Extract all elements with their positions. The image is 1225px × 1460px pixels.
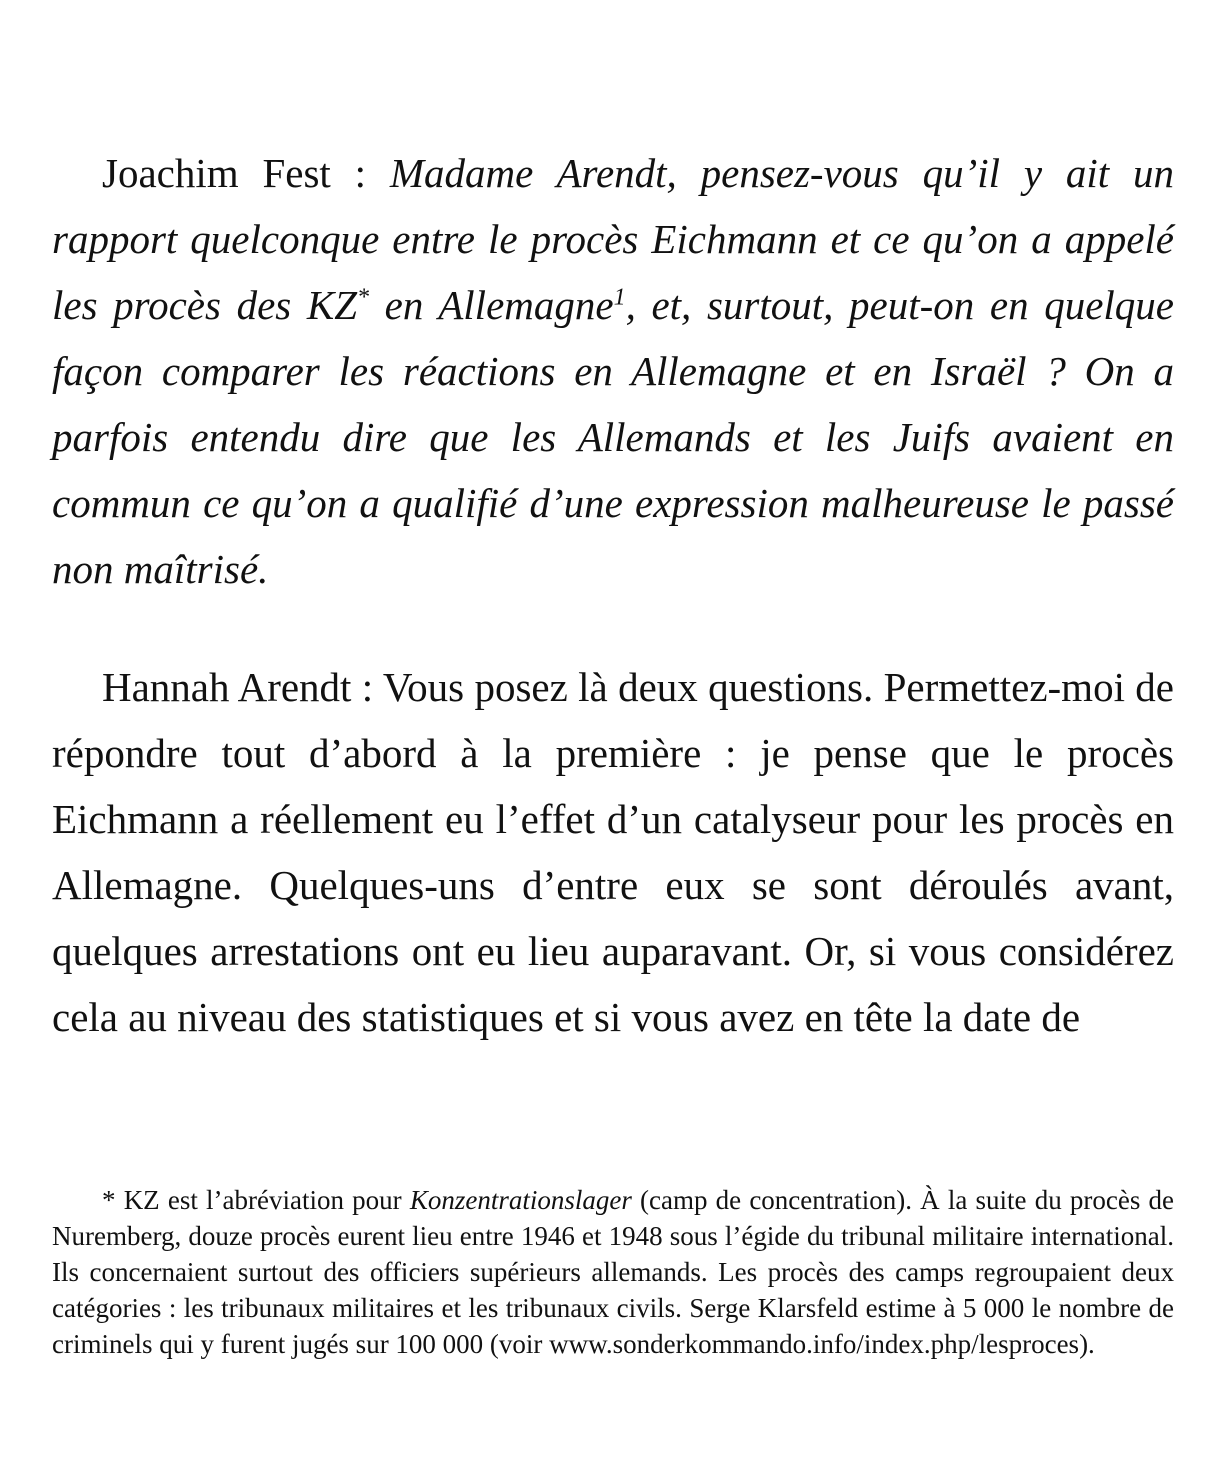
question-text-part3: , et, surtout, peut-on en quelque façon comparer les réactions en Allemagne et en Israël ? On a parfois entendu dire que les Allemands et les Juifs avaient en commun ce qu’on a qualifié d’une expression malheureuse le passé non maîtrisé. [52, 282, 1175, 592]
page-body [52, 140, 1174, 1050]
question-text-part1: Madame Arendt, pensez-vous qu’il y ait un rapport quelconque entre le procès Eichmann et ce qu’on a appelé les procès des KZ [52, 150, 1174, 328]
question-speaker: Joachim Fest [102, 150, 331, 196]
question-separator: : [330, 150, 390, 196]
answer-separator: : [351, 664, 383, 710]
footnote-marker: * [102, 1185, 124, 1215]
answer-text: Vous posez là deux questions. Permettez-moi de répondre tout d’abord à la première : je pense que le procès Eichmann a réellement eu l’effet d’un catalyseur pour les procès en Allemagne. Quelques-uns d’entre eux se sont déroulés avant, quelques arrestations ont eu lieu auparavant. Or, si vous considérez cela au niveau des statistiques et si vous avez en tête la date de [52, 664, 1175, 1040]
endnote-ref: 1 [613, 284, 626, 311]
footnote-text-after: (camp de concentration). À la suite du procès de Nuremberg, douze procès eurent lieu entre 1946 et 1948 sous l’égide du tribunal militaire international. Ils concernaient surtout des officiers supérieurs allemands. Les procès des camps regroupaient deux catégories : les tribunaux militaires et les tribunaux civils. Serge Klarsfeld estime à 5 000 le nombre de criminels qui y furent jugés sur 100 000 (voir www.sonderkommando.info/index.php/lesproces). [52, 1185, 1175, 1359]
answer-paragraph [52, 654, 1174, 1050]
answer-speaker: Hannah Arendt [102, 664, 352, 710]
footnote-text-before: KZ est l’abréviation pour [123, 1185, 410, 1215]
question-text-part2: en Allemagne [369, 282, 614, 328]
footnote-term: Konzentrationslager [409, 1185, 632, 1215]
footnote [52, 1182, 1174, 1362]
question-paragraph [52, 140, 1174, 602]
question-text [52, 150, 1174, 592]
footnote-star-ref: * [357, 284, 370, 311]
